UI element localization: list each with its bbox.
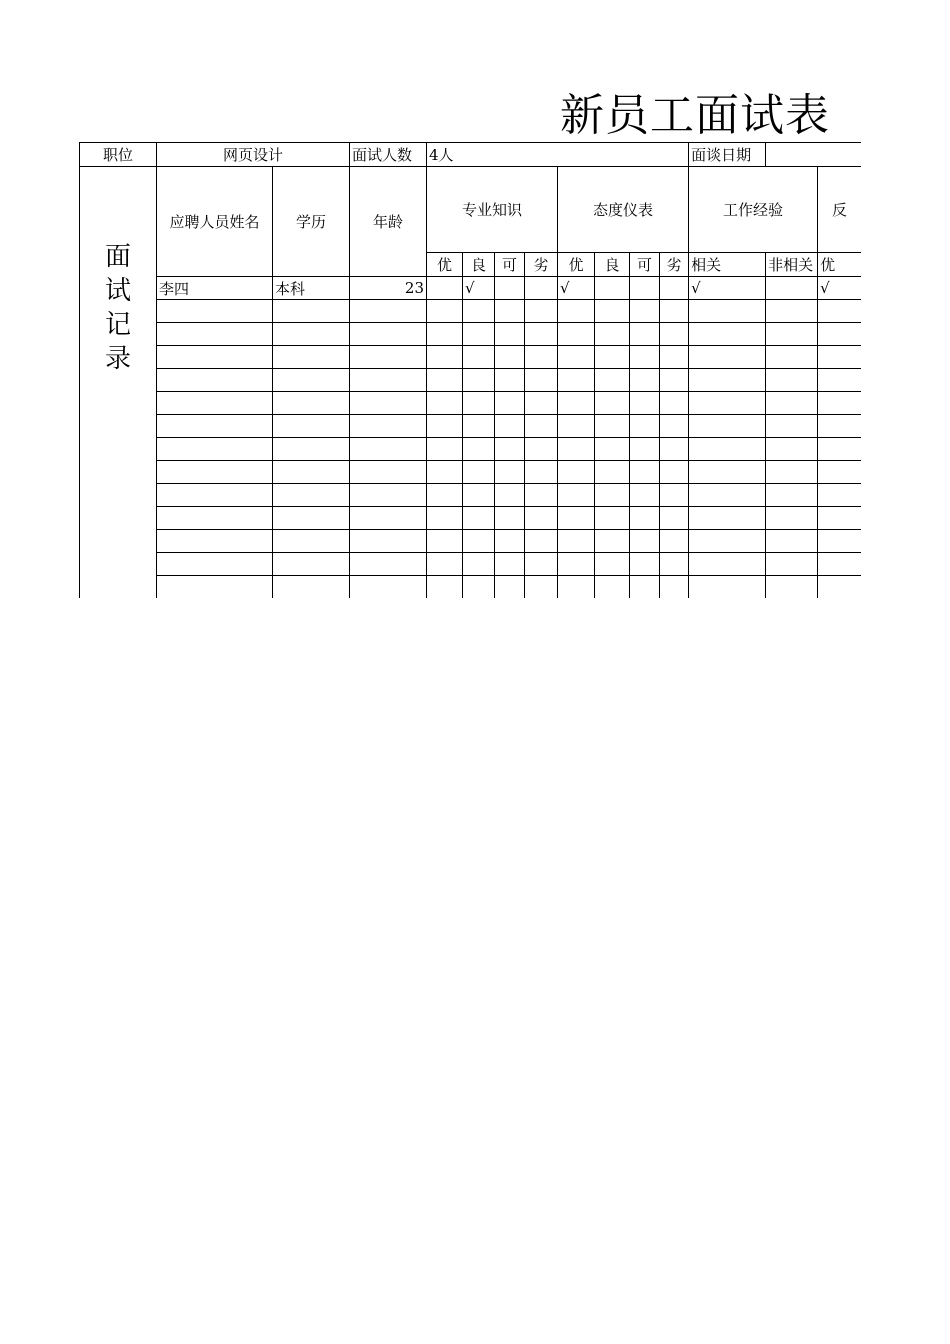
cell-attitude-good[interactable]: [595, 323, 630, 346]
cell-education[interactable]: [273, 530, 350, 553]
cell-education[interactable]: [273, 415, 350, 438]
cell-experience-related[interactable]: [689, 576, 766, 599]
cell-experience-unrelated[interactable]: [766, 277, 818, 300]
cell-attitude-good[interactable]: [595, 277, 630, 300]
cell-attitude-excellent[interactable]: [558, 530, 595, 553]
cell-attitude-poor[interactable]: [660, 576, 689, 599]
cell-attitude-fair[interactable]: [630, 553, 660, 576]
interview-table-frame: [79, 142, 861, 598]
cell-reaction-excellent[interactable]: [818, 369, 861, 392]
cell-attitude-excellent[interactable]: [558, 461, 595, 484]
cell-age[interactable]: [350, 576, 427, 599]
cell-education[interactable]: [273, 484, 350, 507]
cell-attitude-excellent[interactable]: [558, 576, 595, 599]
cell-experience-unrelated[interactable]: [766, 323, 818, 346]
cell-reaction-excellent[interactable]: [818, 346, 861, 369]
position-label: 职位: [80, 143, 157, 167]
table-row: [80, 369, 862, 392]
cell-experience-unrelated[interactable]: [766, 438, 818, 461]
cell-name[interactable]: [157, 484, 273, 507]
cell-knowledge-excellent[interactable]: [427, 484, 463, 507]
cell-knowledge-good[interactable]: [463, 300, 495, 323]
cell-reaction-excellent[interactable]: √: [818, 277, 861, 300]
interview-date-label: 面谈日期: [689, 143, 766, 167]
cell-education[interactable]: [273, 507, 350, 530]
cell-education[interactable]: [273, 346, 350, 369]
cell-experience-unrelated[interactable]: [766, 369, 818, 392]
cell-attitude-fair[interactable]: [630, 346, 660, 369]
cell-attitude-poor[interactable]: [660, 484, 689, 507]
cell-attitude-poor[interactable]: [660, 507, 689, 530]
cell-knowledge-fair[interactable]: [495, 530, 525, 553]
cell-age[interactable]: [350, 415, 427, 438]
cell-experience-related[interactable]: [689, 530, 766, 553]
cell-experience-unrelated[interactable]: [766, 553, 818, 576]
cell-experience-related[interactable]: [689, 369, 766, 392]
cell-age[interactable]: [350, 323, 427, 346]
grade-excellent: 优: [558, 253, 595, 277]
cell-reaction-excellent[interactable]: [818, 507, 861, 530]
cell-attitude-fair[interactable]: [630, 530, 660, 553]
cell-attitude-good[interactable]: [595, 576, 630, 599]
cell-attitude-fair[interactable]: [630, 507, 660, 530]
table-row: [80, 507, 862, 530]
cell-reaction-excellent[interactable]: [818, 438, 861, 461]
cell-attitude-excellent[interactable]: [558, 415, 595, 438]
cell-attitude-fair[interactable]: [630, 277, 660, 300]
header-name: 应聘人员姓名: [157, 167, 273, 277]
cell-education[interactable]: [273, 300, 350, 323]
experience-unrelated: 非相关: [766, 253, 818, 277]
cell-attitude-excellent[interactable]: [558, 484, 595, 507]
cell-knowledge-excellent[interactable]: [427, 277, 463, 300]
cell-knowledge-good[interactable]: [463, 484, 495, 507]
cell-education[interactable]: [273, 392, 350, 415]
cell-age[interactable]: [350, 553, 427, 576]
cell-experience-unrelated[interactable]: [766, 507, 818, 530]
cell-reaction-excellent[interactable]: [818, 530, 861, 553]
cell-knowledge-excellent[interactable]: [427, 530, 463, 553]
cell-knowledge-poor[interactable]: [525, 507, 558, 530]
cell-experience-related[interactable]: [689, 461, 766, 484]
cell-name[interactable]: [157, 346, 273, 369]
table-row: [80, 415, 862, 438]
cell-experience-unrelated[interactable]: [766, 346, 818, 369]
cell-attitude-fair[interactable]: [630, 484, 660, 507]
cell-education[interactable]: [273, 461, 350, 484]
cell-knowledge-poor[interactable]: [525, 438, 558, 461]
cell-attitude-fair[interactable]: [630, 461, 660, 484]
cell-knowledge-excellent[interactable]: [427, 415, 463, 438]
grade-excellent: 优: [427, 253, 463, 277]
cell-attitude-good[interactable]: [595, 484, 630, 507]
cell-attitude-excellent[interactable]: [558, 507, 595, 530]
cell-knowledge-good[interactable]: [463, 323, 495, 346]
table-row: [80, 530, 862, 553]
cell-experience-related[interactable]: [689, 300, 766, 323]
cell-attitude-good[interactable]: [595, 553, 630, 576]
header-education: 学历: [273, 167, 350, 277]
cell-knowledge-poor[interactable]: [525, 300, 558, 323]
cell-reaction-excellent[interactable]: [818, 323, 861, 346]
cell-name[interactable]: 李四: [157, 277, 273, 300]
interviewee-count-value[interactable]: 4人: [427, 143, 689, 167]
cell-knowledge-fair[interactable]: [495, 484, 525, 507]
table-row: [80, 576, 862, 599]
cell-age[interactable]: [350, 461, 427, 484]
cell-age[interactable]: [350, 300, 427, 323]
cell-reaction-excellent[interactable]: [818, 553, 861, 576]
cell-attitude-fair[interactable]: [630, 576, 660, 599]
cell-knowledge-good[interactable]: [463, 461, 495, 484]
header-row: [80, 167, 862, 253]
cell-attitude-good[interactable]: [595, 507, 630, 530]
cell-attitude-poor[interactable]: [660, 530, 689, 553]
cell-knowledge-fair[interactable]: [495, 507, 525, 530]
cell-knowledge-poor[interactable]: [525, 346, 558, 369]
cell-attitude-poor[interactable]: [660, 369, 689, 392]
cell-knowledge-fair[interactable]: [495, 438, 525, 461]
cell-name[interactable]: [157, 507, 273, 530]
grade-good: 良: [595, 253, 630, 277]
reaction-excellent: 优: [818, 253, 861, 277]
cell-attitude-excellent[interactable]: [558, 392, 595, 415]
cell-reaction-excellent[interactable]: [818, 576, 861, 599]
cell-attitude-excellent[interactable]: √: [558, 277, 595, 300]
cell-experience-related[interactable]: [689, 323, 766, 346]
cell-age[interactable]: [350, 392, 427, 415]
cell-attitude-poor[interactable]: [660, 300, 689, 323]
cell-age[interactable]: 23: [350, 277, 427, 300]
form-title: 新员工面试表: [560, 90, 830, 141]
cell-knowledge-fair[interactable]: [495, 277, 525, 300]
cell-experience-related[interactable]: [689, 484, 766, 507]
cell-knowledge-fair[interactable]: [495, 323, 525, 346]
cell-experience-related[interactable]: [689, 507, 766, 530]
grade-poor: 劣: [525, 253, 558, 277]
side-label-char: 面: [104, 241, 131, 272]
cell-knowledge-excellent[interactable]: [427, 346, 463, 369]
cell-age[interactable]: [350, 369, 427, 392]
cell-knowledge-poor[interactable]: [525, 576, 558, 599]
side-label-char: 试: [104, 275, 131, 306]
cell-education[interactable]: [273, 438, 350, 461]
cell-attitude-good[interactable]: [595, 415, 630, 438]
cell-experience-unrelated[interactable]: [766, 484, 818, 507]
cell-experience-related[interactable]: [689, 438, 766, 461]
cell-attitude-fair[interactable]: [630, 369, 660, 392]
cell-attitude-poor[interactable]: [660, 553, 689, 576]
cell-experience-unrelated[interactable]: [766, 576, 818, 599]
cell-experience-unrelated[interactable]: [766, 300, 818, 323]
cell-attitude-fair[interactable]: [630, 392, 660, 415]
cell-knowledge-excellent[interactable]: [427, 507, 463, 530]
side-label-char: 记: [104, 309, 131, 340]
table-row: [80, 300, 862, 323]
table-row: [80, 392, 862, 415]
info-row: [80, 143, 862, 167]
cell-knowledge-good[interactable]: [463, 438, 495, 461]
cell-name[interactable]: [157, 392, 273, 415]
cell-knowledge-fair[interactable]: [495, 346, 525, 369]
cell-reaction-excellent[interactable]: [818, 392, 861, 415]
table-row: [80, 484, 862, 507]
cell-experience-related[interactable]: [689, 392, 766, 415]
cell-attitude-good[interactable]: [595, 346, 630, 369]
header-age: 年龄: [350, 167, 427, 277]
cell-age[interactable]: [350, 530, 427, 553]
cell-knowledge-poor[interactable]: [525, 461, 558, 484]
cell-education[interactable]: [273, 323, 350, 346]
cell-attitude-good[interactable]: [595, 461, 630, 484]
cell-experience-unrelated[interactable]: [766, 392, 818, 415]
cell-experience-related[interactable]: [689, 553, 766, 576]
cell-attitude-fair[interactable]: [630, 300, 660, 323]
cell-education[interactable]: [273, 553, 350, 576]
cell-education[interactable]: [273, 576, 350, 599]
cell-experience-related[interactable]: [689, 415, 766, 438]
table-row: [80, 346, 862, 369]
cell-education[interactable]: 本科: [273, 277, 350, 300]
cell-experience-unrelated[interactable]: [766, 530, 818, 553]
cell-knowledge-poor[interactable]: [525, 530, 558, 553]
cell-name[interactable]: [157, 438, 273, 461]
cell-knowledge-fair[interactable]: [495, 415, 525, 438]
cell-knowledge-poor[interactable]: [525, 369, 558, 392]
grade-fair: 可: [630, 253, 660, 277]
cell-experience-unrelated[interactable]: [766, 415, 818, 438]
cell-attitude-good[interactable]: [595, 300, 630, 323]
cell-age[interactable]: [350, 484, 427, 507]
cell-reaction-excellent[interactable]: [818, 415, 861, 438]
cell-attitude-poor[interactable]: [660, 346, 689, 369]
cell-knowledge-excellent[interactable]: [427, 438, 463, 461]
table-row: [80, 438, 862, 461]
cell-attitude-good[interactable]: [595, 369, 630, 392]
cell-age[interactable]: [350, 438, 427, 461]
table-row: [80, 553, 862, 576]
header-work-experience: 工作经验: [689, 167, 818, 253]
cell-knowledge-good[interactable]: √: [463, 277, 495, 300]
grade-fair: 可: [495, 253, 525, 277]
cell-reaction-excellent[interactable]: [818, 300, 861, 323]
cell-attitude-good[interactable]: [595, 438, 630, 461]
cell-knowledge-good[interactable]: [463, 553, 495, 576]
cell-attitude-poor[interactable]: [660, 392, 689, 415]
cell-age[interactable]: [350, 507, 427, 530]
cell-knowledge-fair[interactable]: [495, 369, 525, 392]
cell-attitude-good[interactable]: [595, 530, 630, 553]
cell-experience-related[interactable]: [689, 346, 766, 369]
cell-attitude-excellent[interactable]: [558, 323, 595, 346]
cell-knowledge-good[interactable]: [463, 369, 495, 392]
interview-record-label: [80, 167, 157, 599]
side-label-char: 录: [104, 343, 131, 374]
cell-knowledge-excellent[interactable]: [427, 576, 463, 599]
cell-knowledge-excellent[interactable]: [427, 392, 463, 415]
interview-table: [79, 142, 861, 598]
cell-knowledge-fair[interactable]: [495, 392, 525, 415]
cell-knowledge-poor[interactable]: [525, 323, 558, 346]
header-attitude-appearance: 态度仪表: [558, 167, 689, 253]
cell-attitude-fair[interactable]: [630, 438, 660, 461]
cell-knowledge-excellent[interactable]: [427, 300, 463, 323]
cell-attitude-fair[interactable]: [630, 323, 660, 346]
cell-name[interactable]: [157, 461, 273, 484]
cell-knowledge-good[interactable]: [463, 576, 495, 599]
cell-knowledge-poor[interactable]: [525, 392, 558, 415]
cell-attitude-poor[interactable]: [660, 461, 689, 484]
cell-knowledge-fair[interactable]: [495, 576, 525, 599]
cell-knowledge-good[interactable]: [463, 346, 495, 369]
cell-knowledge-poor[interactable]: [525, 415, 558, 438]
cell-attitude-poor[interactable]: [660, 323, 689, 346]
cell-knowledge-poor[interactable]: [525, 277, 558, 300]
cell-knowledge-good[interactable]: [463, 415, 495, 438]
cell-reaction-excellent[interactable]: [818, 484, 861, 507]
cell-attitude-excellent[interactable]: [558, 553, 595, 576]
cell-knowledge-good[interactable]: [463, 392, 495, 415]
cell-knowledge-excellent[interactable]: [427, 461, 463, 484]
cell-knowledge-fair[interactable]: [495, 461, 525, 484]
cell-attitude-excellent[interactable]: [558, 300, 595, 323]
cell-name[interactable]: [157, 553, 273, 576]
position-value[interactable]: 网页设计: [157, 143, 350, 167]
cell-knowledge-poor[interactable]: [525, 484, 558, 507]
cell-knowledge-excellent[interactable]: [427, 553, 463, 576]
header-reaction: 反: [818, 167, 861, 253]
cell-knowledge-good[interactable]: [463, 507, 495, 530]
table-row: [80, 277, 862, 300]
grade-good: 良: [463, 253, 495, 277]
cell-attitude-excellent[interactable]: [558, 438, 595, 461]
cell-attitude-excellent[interactable]: [558, 369, 595, 392]
cell-attitude-fair[interactable]: [630, 415, 660, 438]
header-professional-knowledge: 专业知识: [427, 167, 558, 253]
table-row: [80, 323, 862, 346]
cell-name[interactable]: [157, 530, 273, 553]
cell-knowledge-poor[interactable]: [525, 553, 558, 576]
cell-knowledge-fair[interactable]: [495, 553, 525, 576]
experience-related: 相关: [689, 253, 766, 277]
cell-knowledge-excellent[interactable]: [427, 323, 463, 346]
cell-reaction-excellent[interactable]: [818, 461, 861, 484]
cell-knowledge-excellent[interactable]: [427, 369, 463, 392]
cell-knowledge-fair[interactable]: [495, 300, 525, 323]
cell-attitude-good[interactable]: [595, 392, 630, 415]
cell-experience-unrelated[interactable]: [766, 461, 818, 484]
cell-knowledge-good[interactable]: [463, 530, 495, 553]
cell-name[interactable]: [157, 576, 273, 599]
cell-attitude-excellent[interactable]: [558, 346, 595, 369]
interview-date-value[interactable]: [766, 143, 861, 167]
cell-attitude-poor[interactable]: [660, 277, 689, 300]
cell-name[interactable]: [157, 415, 273, 438]
grade-poor: 劣: [660, 253, 689, 277]
cell-name[interactable]: [157, 323, 273, 346]
cell-experience-related[interactable]: √: [689, 277, 766, 300]
cell-attitude-poor[interactable]: [660, 438, 689, 461]
cell-name[interactable]: [157, 369, 273, 392]
interviewee-count-label: 面试人数: [350, 143, 427, 167]
cell-attitude-poor[interactable]: [660, 415, 689, 438]
table-row: [80, 461, 862, 484]
cell-age[interactable]: [350, 346, 427, 369]
cell-education[interactable]: [273, 369, 350, 392]
cell-name[interactable]: [157, 300, 273, 323]
